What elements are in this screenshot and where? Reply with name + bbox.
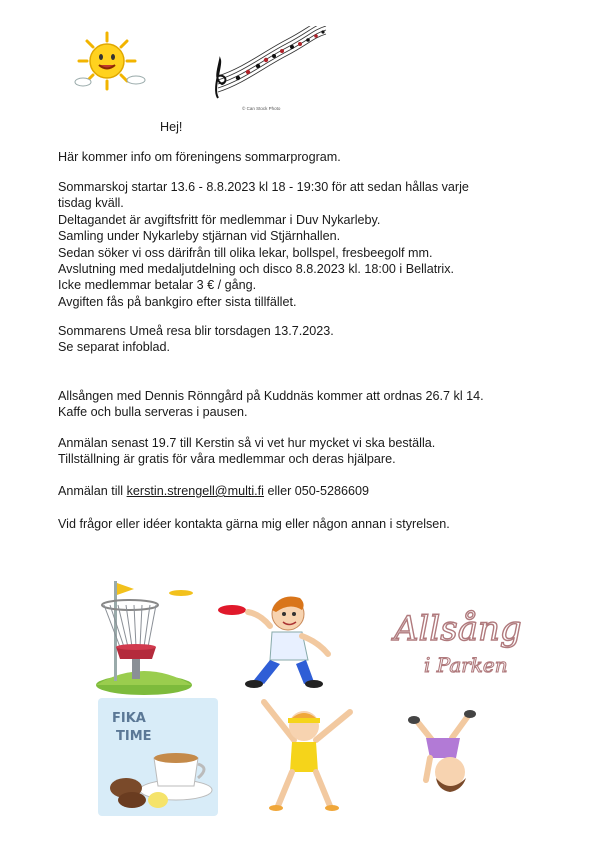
paragraph-line: Kaffe och bulla serveras i pausen. xyxy=(58,405,248,420)
paragraph-line: tisdag kväll. xyxy=(58,196,124,211)
paragraph-line: Avslutning med medaljutdelning och disco 8.8.2023 kl. 18:00 i Bellatrix. xyxy=(58,262,455,277)
paragraph-line: Sommarskoj startar 13.6 - 8.8.2023 kl 18 - 19:30 för att sedan hållas varje xyxy=(58,180,469,194)
allsang-section xyxy=(58,388,484,421)
closing-text: Vid frågor eller idéer kontakta gärna mig eller någon annan i styrelsen. xyxy=(58,517,450,531)
anmalan-section xyxy=(58,435,435,468)
paragraph-line: Se separat infoblad. xyxy=(58,340,171,355)
music-notes-illustration xyxy=(208,26,330,104)
contact-prefix: Anmälan till xyxy=(58,484,127,498)
paragraph-line: Icke medlemmar betalar 3 € / gång. xyxy=(58,278,257,293)
email-link[interactable]: kerstin.strengell@multi.fi xyxy=(126,484,264,498)
paragraph-line: Samling under Nykarleby stjärnan vid Stjärnhallen. xyxy=(58,229,341,244)
contact-line xyxy=(58,483,369,499)
cartwheel-girl-illustration xyxy=(396,700,492,802)
fika-time-illustration xyxy=(96,696,220,818)
logo-line1: Allsång xyxy=(394,609,522,649)
paragraph-line: Tillställning är gratis för våra medlemmar och deras hjälpare. xyxy=(58,452,396,467)
sommarskoj-section xyxy=(58,179,469,310)
boy-throwing-frisbee-illustration xyxy=(210,584,340,696)
paragraph-line: Sommarens Umeå resa blir torsdagen 13.7.2023. xyxy=(58,324,334,338)
music-credit: © Can Stock Photo xyxy=(242,106,281,111)
sun-illustration xyxy=(74,30,154,92)
paragraph-line: Avgiften fås på bankgiro efter sista tillfället. xyxy=(58,294,297,309)
paragraph-line: Anmälan senast 19.7 till Kerstin så vi vet hur mycket vi ska beställa. xyxy=(58,436,436,450)
paragraph-line: Sedan söker vi oss därifrån till olika lekar, bollspel, fresbeegolf mm. xyxy=(58,245,433,260)
allsang-i-parken-logo xyxy=(388,592,538,682)
fika-line2: TIME xyxy=(116,729,152,744)
paragraph-line: Allsången med Dennis Rönngård på Kuddnäs kommer att ordnas 26.7 kl 14. xyxy=(58,389,484,403)
jumping-girl-illustration xyxy=(244,690,364,816)
intro-text: Här kommer info om föreningens sommarprogram. xyxy=(58,150,341,164)
umea-section xyxy=(58,323,334,356)
greeting: Hej! xyxy=(160,120,183,134)
fika-line1: FIKA xyxy=(112,711,146,726)
contact-suffix: eller 050-5286609 xyxy=(263,484,370,498)
disc-golf-basket-illustration xyxy=(86,577,198,695)
paragraph-line: Deltagandet är avgiftsfritt för medlemmar i Duv Nykarleby. xyxy=(58,212,381,227)
logo-line2: i Parken xyxy=(424,653,508,677)
